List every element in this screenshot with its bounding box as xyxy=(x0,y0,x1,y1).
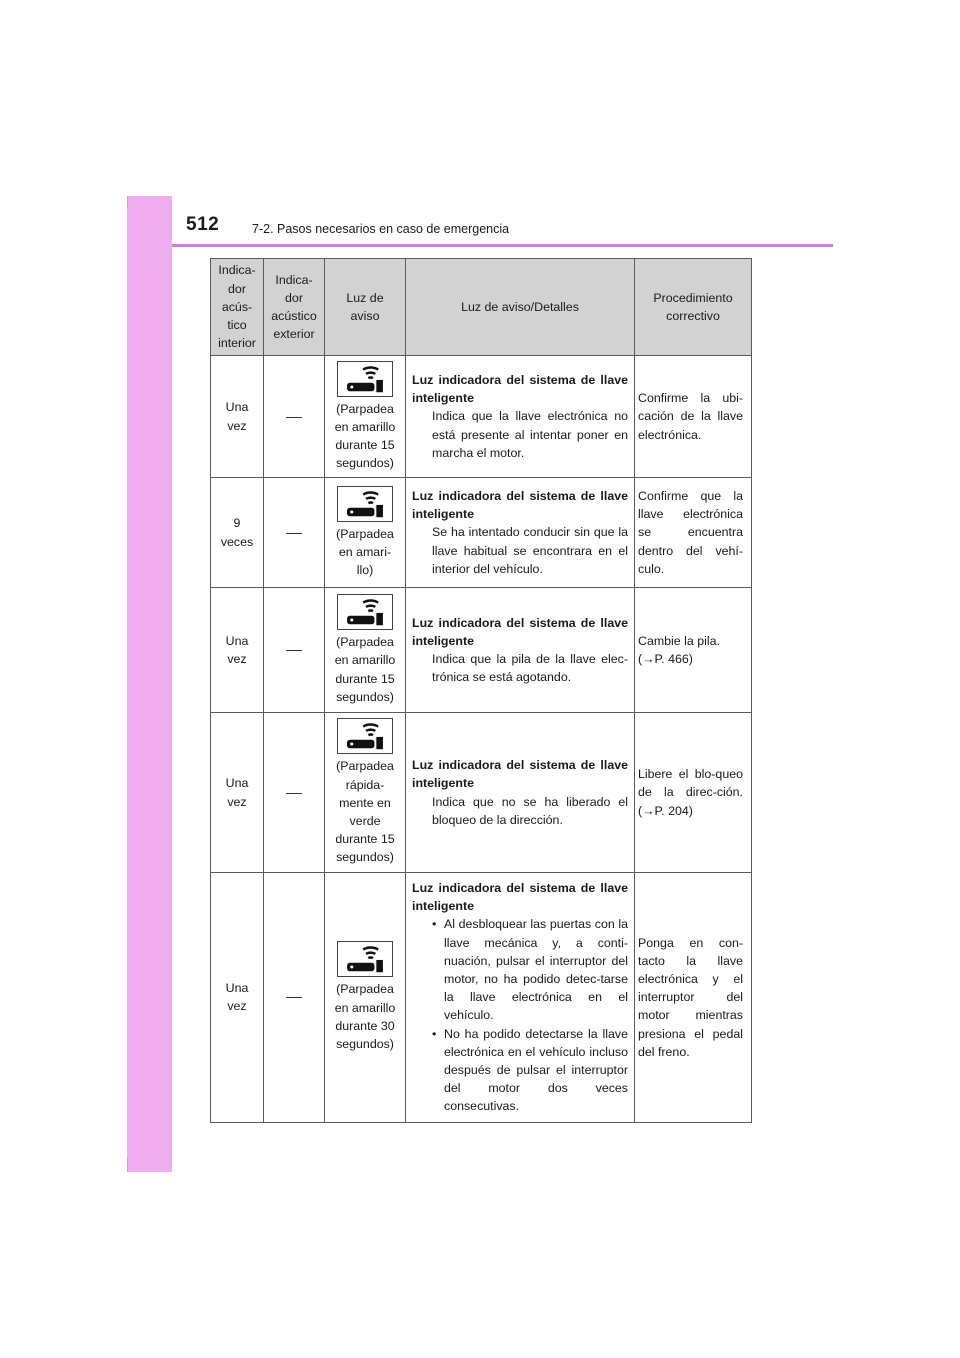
dash-mark xyxy=(286,533,302,534)
header-procedure: Procedimiento correctivo xyxy=(635,259,752,356)
light-description: (Parpadea en amarillo durante 30 segundos) xyxy=(334,982,396,1052)
list-item: • Al desbloquear las puertas con la llave mecánica y, a conti-nuación, pulsar el interruptor del motor, no ha podido detec-tarse la llave electrónica en el vehículo. xyxy=(432,915,628,1024)
table-row xyxy=(211,588,752,713)
procedure-cell: Libere el blo-queo de la direc-ción. (→P. 204) xyxy=(635,713,752,873)
procedure-cell: Ponga en con-tacto la llave electrónica y el interruptor del motor mientras presiona el pedal del freno. xyxy=(635,873,752,1123)
header-warning-light: Luz de aviso xyxy=(325,259,406,356)
indicator-title: Luz indicadora del sistema de llave inteligente xyxy=(412,488,628,522)
warning-light-cell xyxy=(325,873,406,1123)
indicator-title: Luz indicadora del sistema de llave inteligente xyxy=(412,615,628,648)
page-number: 512 xyxy=(186,214,220,235)
exterior-buzzer-cell xyxy=(264,713,325,873)
margin-tick-bottom xyxy=(127,1158,128,1172)
warning-light-cell xyxy=(325,478,406,588)
smart-key-indicator-icon xyxy=(337,941,393,977)
section-title: 7-2. Pasos necesarios en caso de emergencia xyxy=(252,222,510,236)
exterior-buzzer-cell xyxy=(264,356,325,478)
exterior-buzzer-cell xyxy=(264,478,325,588)
detail-text: Indica que la pila de la llave elec-trónica se está agotando. xyxy=(432,652,628,685)
smart-key-indicator-icon xyxy=(337,594,393,630)
light-description: (Parpadea en amarillo durante 15 segundos) xyxy=(334,401,396,471)
details-cell xyxy=(406,356,635,478)
warning-light-cell xyxy=(325,713,406,873)
procedure-cell: Cambie la pila. (→P. 466) xyxy=(635,588,752,713)
detail-text: Indica que no se ha liberado el bloqueo de la dirección. xyxy=(432,794,628,827)
table-row xyxy=(211,356,752,478)
light-description: (Parpadea rápida- mente en verde durante 15 segundos) xyxy=(335,759,395,865)
interior-buzzer-cell: Una vez xyxy=(211,588,264,713)
light-description: (Parpadea en amarillo durante 15 segundos) xyxy=(334,635,396,704)
interior-buzzer-cell: Una vez xyxy=(211,356,264,478)
details-cell xyxy=(406,588,635,713)
chapter-tab-bar xyxy=(127,196,172,1172)
procedure-cell: Confirme la ubi-cación de la llave electrónica. xyxy=(635,356,752,478)
table-row xyxy=(211,478,752,588)
procedure-cell: Confirme que la llave electrónica se encuentra dentro del vehí-culo. xyxy=(635,478,752,588)
header-exterior-buzzer: Indica- dor acústico exterior xyxy=(264,259,325,356)
detail-text: Indica que la llave electrónica no está presente al intentar poner en marcha el motor. xyxy=(432,409,628,460)
light-description: (Parpadea en amari- llo) xyxy=(336,526,394,578)
warning-light-cell xyxy=(325,356,406,478)
dash-mark xyxy=(286,650,302,651)
details-cell xyxy=(406,478,635,588)
detail-bullet-list xyxy=(412,915,628,1115)
dash-mark xyxy=(286,793,302,794)
indicator-title: Luz indicadora del sistema de llave inteligente xyxy=(412,758,628,791)
interior-buzzer-cell: 9 veces xyxy=(211,478,264,588)
warning-buzzer-table xyxy=(210,258,752,1123)
dash-mark xyxy=(286,997,302,998)
smart-key-indicator-icon xyxy=(337,718,393,754)
smart-key-indicator-icon xyxy=(337,361,393,397)
header-interior-buzzer: Indica- dor acús- tico interior xyxy=(211,259,264,356)
table-row xyxy=(211,713,752,873)
warning-light-cell xyxy=(325,588,406,713)
table-row xyxy=(211,873,752,1123)
header-rule xyxy=(172,244,833,247)
exterior-buzzer-cell xyxy=(264,873,325,1123)
indicator-title: Luz indicadora del sistema de llave inteligente xyxy=(412,372,628,406)
dash-mark xyxy=(286,417,302,418)
detail-text: Se ha intentado conducir sin que la llave habitual se encontrara en el interior del vehículo. xyxy=(432,525,628,576)
details-cell xyxy=(406,873,635,1123)
list-item: • No ha podido detectarse la llave electrónica en el vehículo incluso después de pulsar el interruptor del motor dos veces consecutivas. xyxy=(432,1025,628,1116)
margin-tick-top xyxy=(127,196,128,208)
indicator-title: Luz indicadora del sistema de llave inteligente xyxy=(412,881,628,914)
smart-key-indicator-icon xyxy=(337,486,393,522)
interior-buzzer-cell: Una vez xyxy=(211,873,264,1123)
exterior-buzzer-cell xyxy=(264,588,325,713)
details-cell xyxy=(406,713,635,873)
header-details: Luz de aviso/Detalles xyxy=(406,259,635,356)
interior-buzzer-cell: Una vez xyxy=(211,713,264,873)
table-header-row xyxy=(211,259,752,356)
